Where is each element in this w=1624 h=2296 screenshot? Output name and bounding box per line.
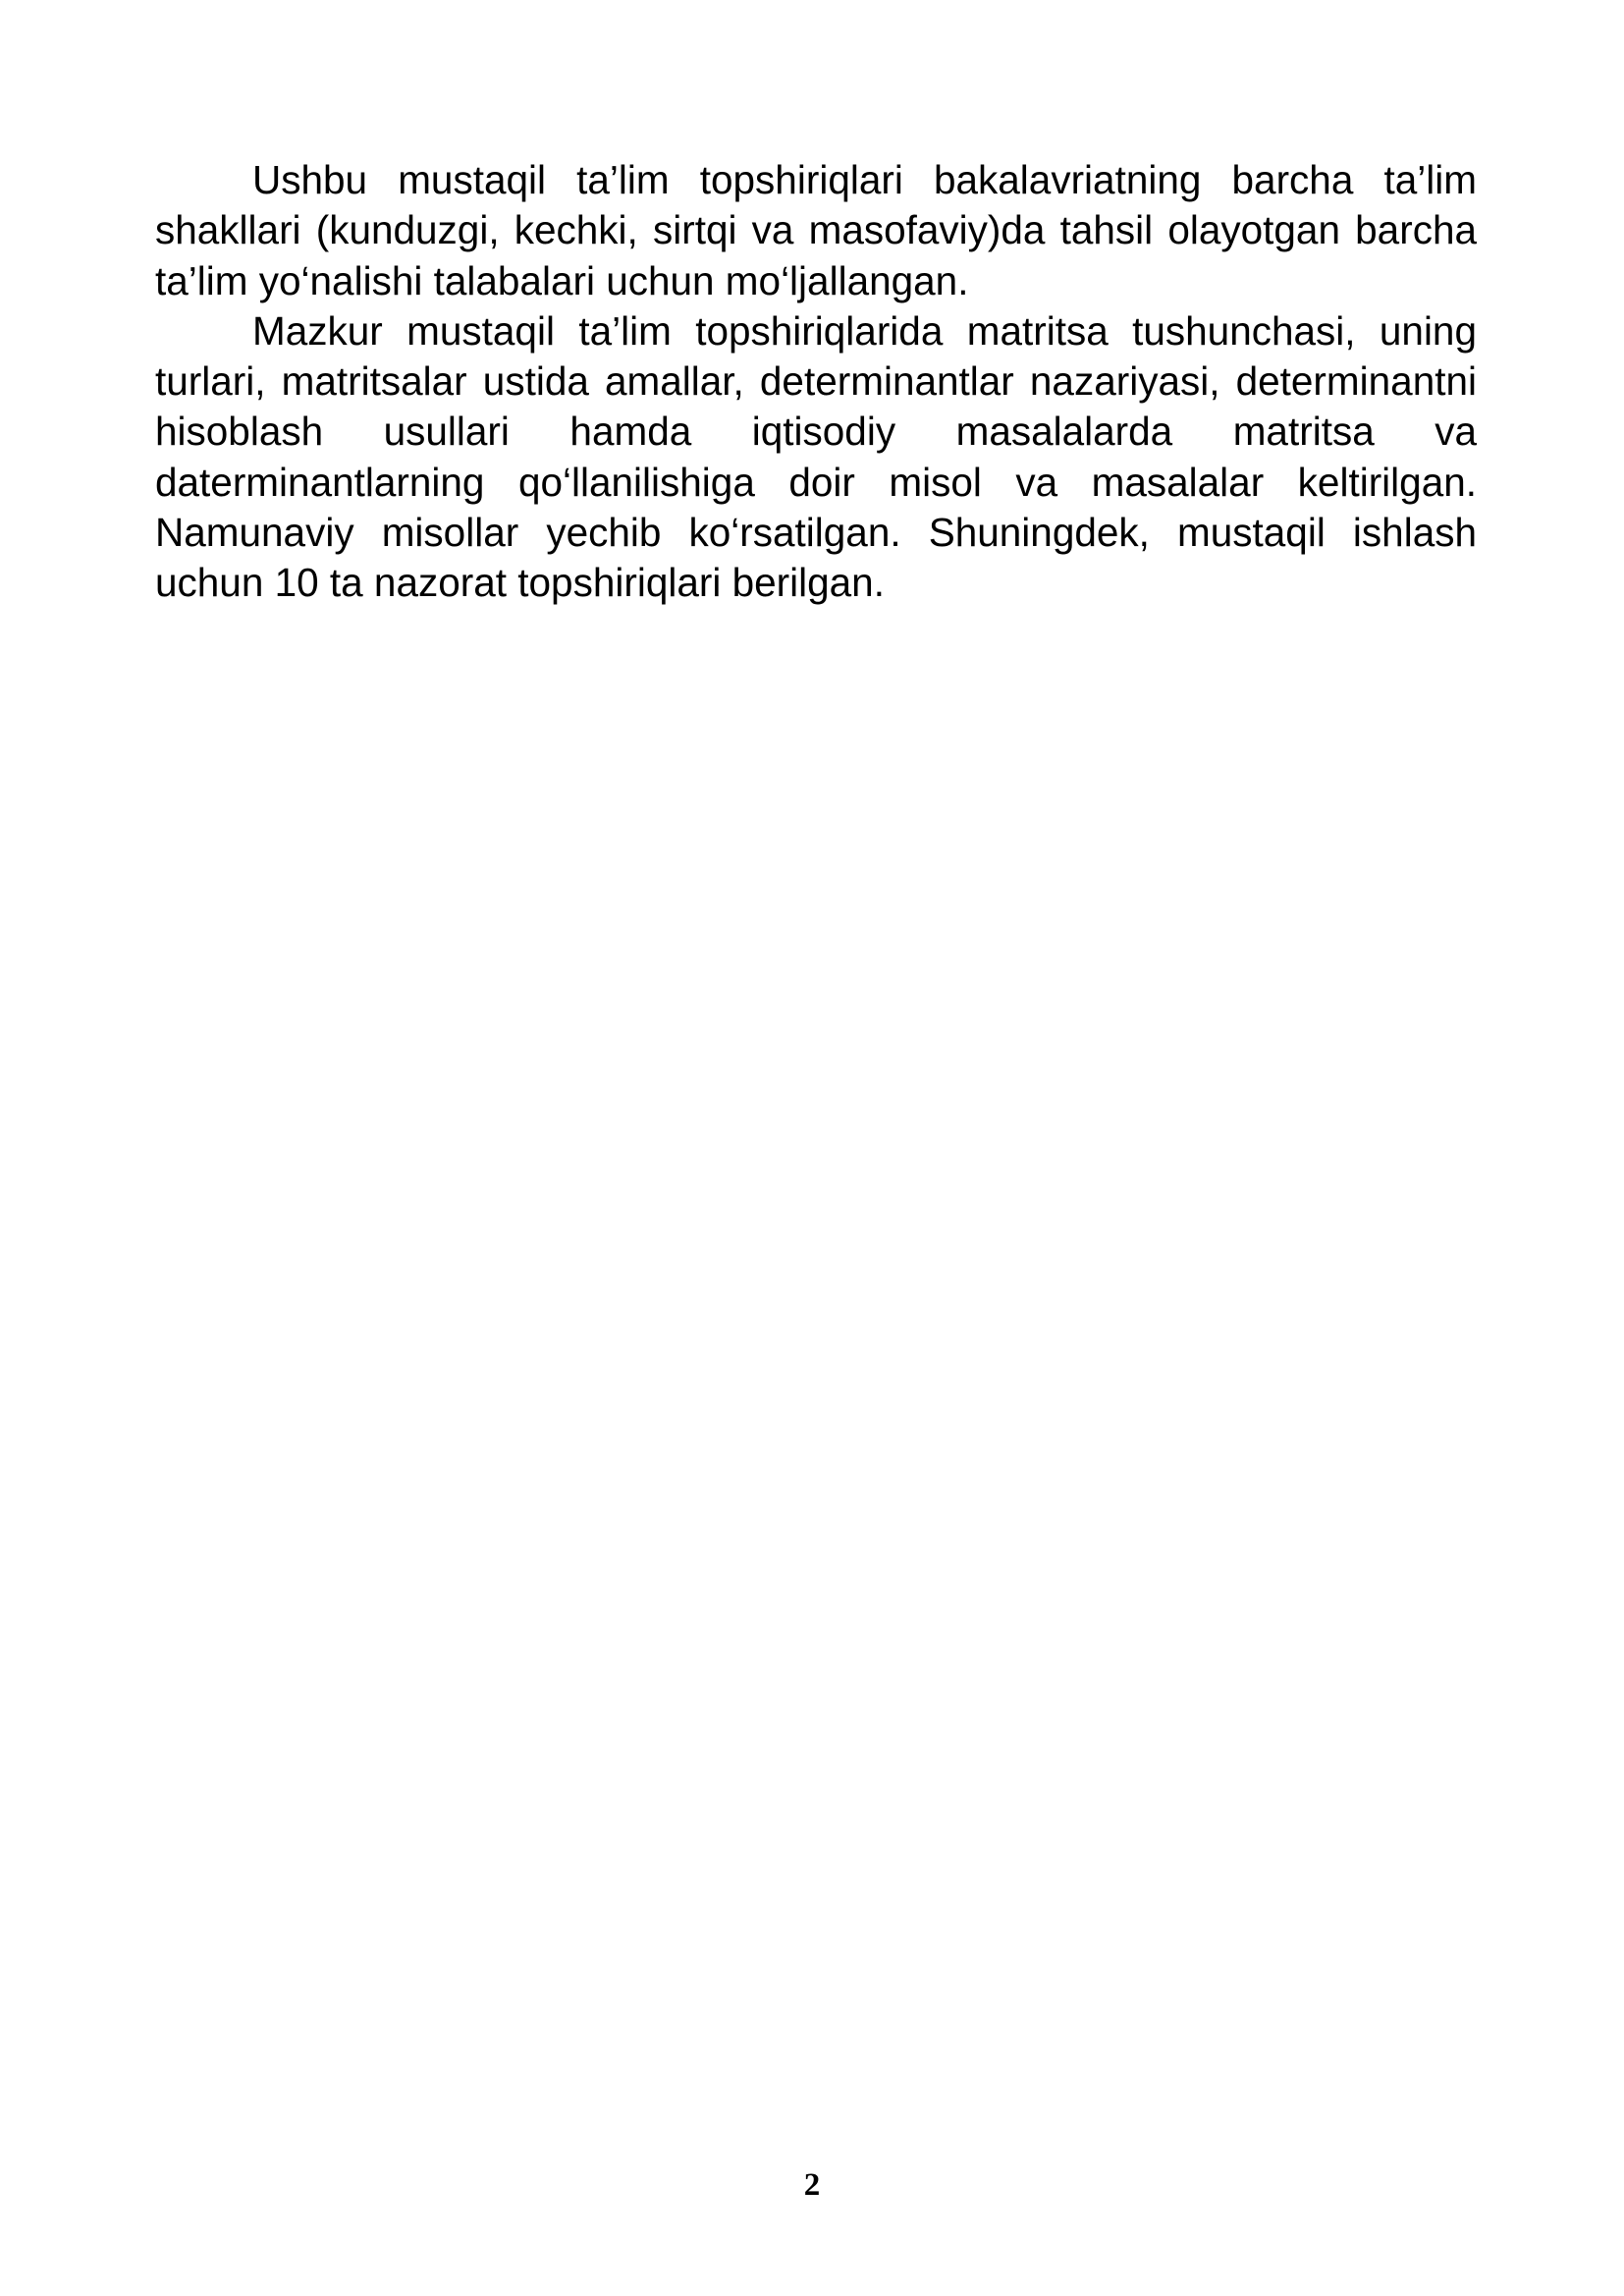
body-text <box>155 155 1477 609</box>
page-number: 2 <box>803 2167 821 2203</box>
paragraph-contents: Mazkur mustaqil ta’lim topshiriqlarida matritsa tushunchasi, uning turlari, matritsalar ustida amallar, determinantlar nazariyasi, determinantni hisoblash usullari hamda iqtisodiy masalalarda matritsa va daterminantlarning qo‘llanilishiga doir misol va masalalar keltirilgan. Namunaviy misollar yechib ko‘rsatilgan. Shuningdek, mustaqil ishlash uchun 10 ta nazorat topshiriqlari berilgan. <box>155 307 1477 606</box>
paragraph-intro: Ushbu mustaqil ta’lim topshiriqlari bakalavriatning barcha ta’lim shakllari (kunduzgi, kechki, sirtqi va masofaviy)da tahsil olayotgan barcha ta’lim yo‘nalishi talabalari uchun mo‘ljallangan. <box>155 157 1477 303</box>
